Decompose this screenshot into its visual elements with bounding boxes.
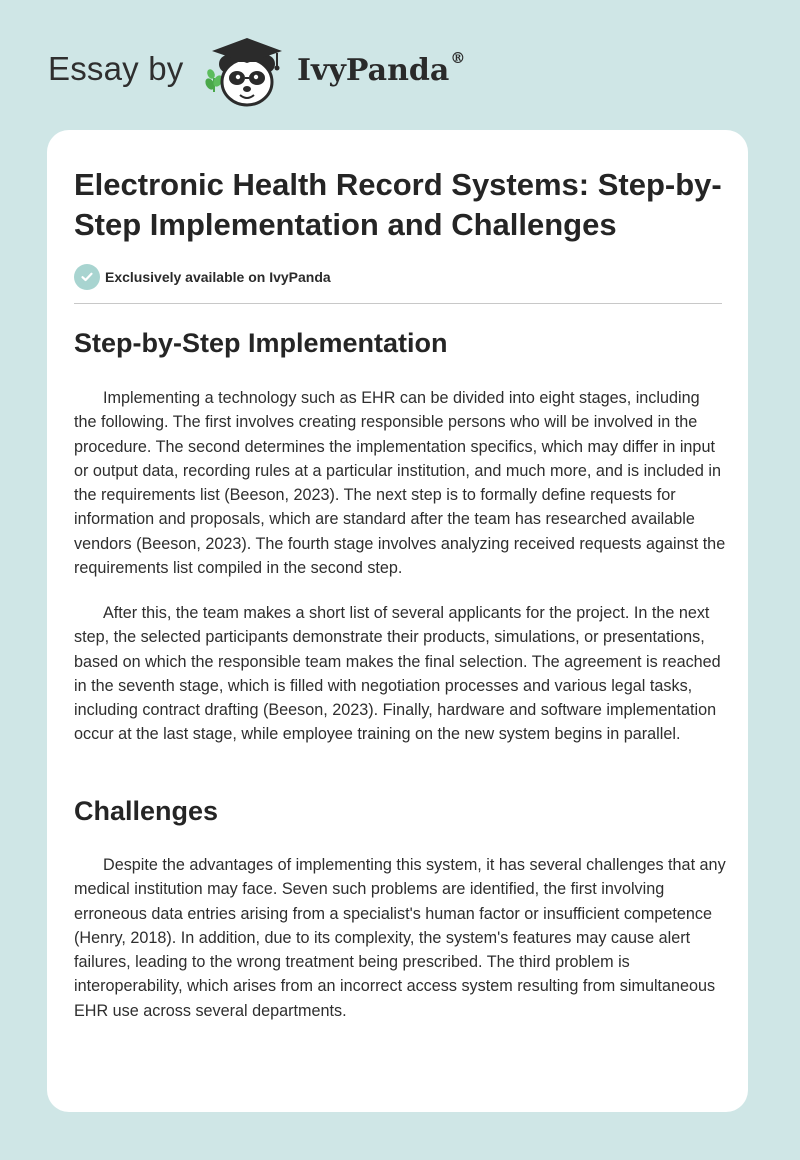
site-header xyxy=(0,0,800,130)
paragraph: After this, the team makes a short list of several applicants for the project. In the next step, the selected participants demonstrate their products, simulations, or presentations, based on which the responsible team makes the final selection. The agreement is reached in the seventh stage, which is filled with negotiation processes and various legal tasks, including contract drafting (Beeson, 2023). Finally, hardware and software implementation occur at the last stage, while employee training on the new system begins in parallel. xyxy=(74,604,721,744)
section-heading: Challenges xyxy=(74,796,219,826)
registered-mark: ® xyxy=(450,49,466,67)
article-card xyxy=(47,130,748,1112)
badge-text: Exclusively available on IvyPanda xyxy=(105,269,331,285)
exclusive-badge xyxy=(74,263,331,291)
brand-name-text: IvyPanda xyxy=(297,53,450,88)
panda-graduate-icon[interactable] xyxy=(200,34,292,110)
check-circle-icon xyxy=(74,264,100,290)
section-heading: Step-by-Step Implementation xyxy=(74,328,448,358)
paragraph: Despite the advantages of implementing this system, it has several challenges that any medical institution may face. Seven such problems are identified, the first involving erroneous data entries arising from a specialist's human factor or insufficient competence (Henry, 2018). In addition, due to its complexity, the system's features may cause alert failures, leading to the wrong treatment being prescribed. The third problem is interoperability, which arises from an incorrect access system resulting from simultaneous EHR use across several departments. xyxy=(74,856,726,1020)
brand-prefix: Essay by xyxy=(48,50,184,87)
brand-name[interactable] xyxy=(297,49,466,88)
paragraph: Implementing a technology such as EHR can be divided into eight stages, including the following. The first involves creating responsible persons who will be involved in the procedure. The second determines the implementation specifics, which may differ in input or output data, recording rules at a particular institution, and much more, and is included in the requirements list (Beeson, 2023). The next step is to formally define requests for information and proposals, which are standard after the team has researched available vendors (Beeson, 2023). The fourth stage involves analyzing received requests against the requirements list compiled in the second step. xyxy=(74,389,726,578)
article-title: Electronic Health Record Systems: Step-by-Step Implementation and Challenges xyxy=(74,167,722,242)
divider xyxy=(74,303,722,304)
